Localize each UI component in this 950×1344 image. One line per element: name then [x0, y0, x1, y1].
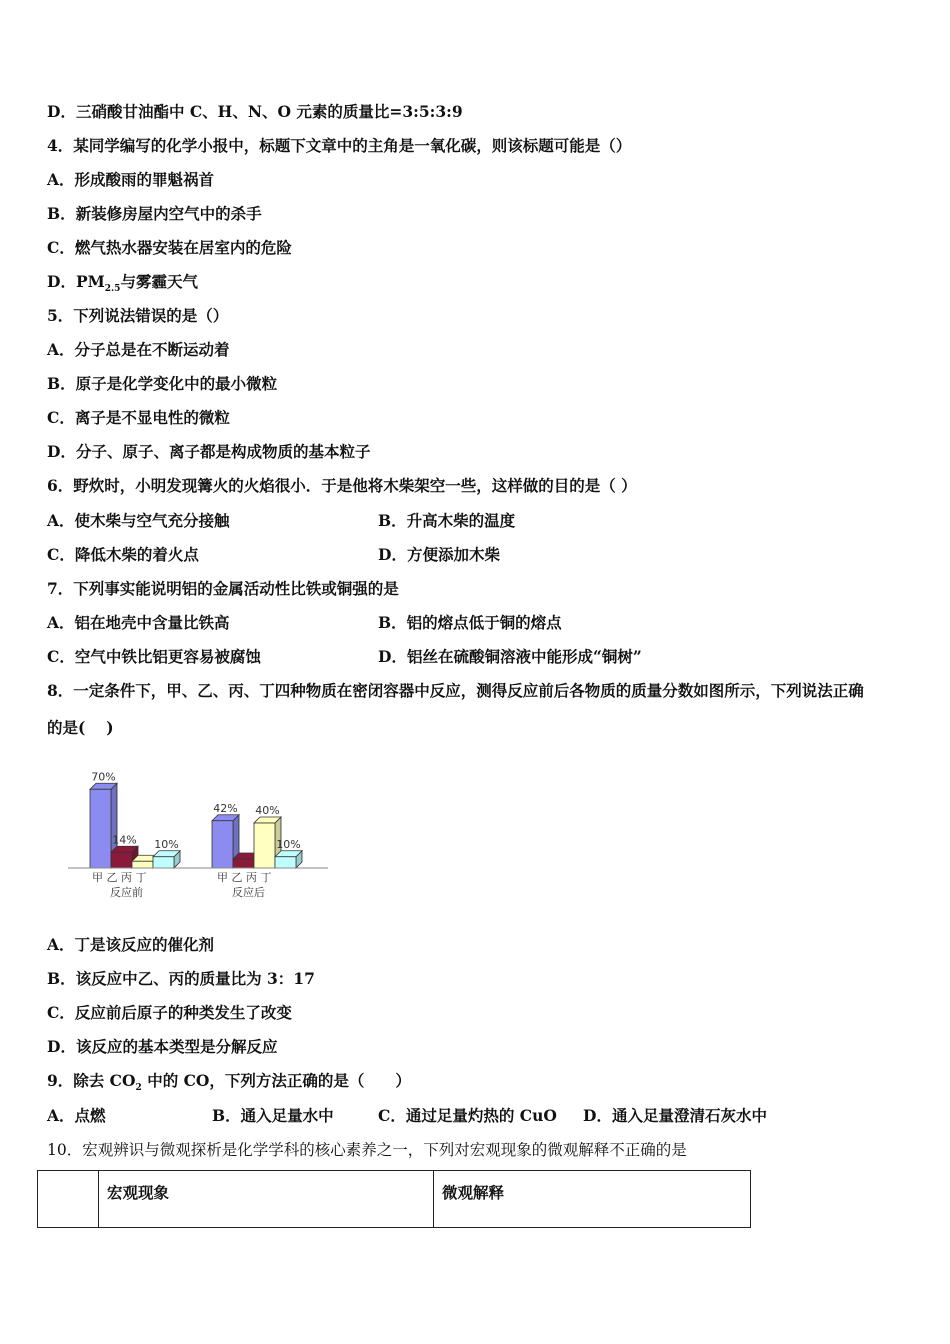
q5-option-c: C．离子是不显电性的微粒 [47, 408, 230, 427]
q6-option-a: A．使木柴与空气充分接触 [47, 511, 230, 530]
q7-option-b: B．铝的熔点低于铜的熔点 [378, 613, 562, 632]
q5-option-d: D．分子、原子、离子都是构成物质的基本粒子 [47, 442, 371, 461]
bar-label-1-3: 10% [276, 837, 301, 851]
q9-option-c: C．通过足量灼热的 CuO [378, 1106, 557, 1125]
group1-label: 反应前 [110, 886, 143, 899]
q4-option-d [47, 272, 198, 299]
bar-0-2 [132, 861, 153, 868]
bar-label-1-0: 42% [213, 801, 238, 815]
bar-1-2 [254, 823, 275, 868]
group2-cats: 甲 乙 丙 丁 [217, 871, 272, 884]
bar-0-0 [90, 789, 111, 868]
q4d-sub: 2.5 [104, 284, 121, 295]
q7-option-d: D．铝丝在硫酸铜溶液中能形成“铜树” [378, 647, 642, 666]
bar-1-1 [233, 859, 254, 868]
q8-stem-line1: 8．一定条件下，甲、乙、丙、丁四种物质在密闭容器中反应，测得反应前后各物质的质量分数如图所示，下列说法正确 [47, 681, 864, 700]
table-header-explanation: 微观解释 [434, 1171, 751, 1228]
q9-sub: 2 [135, 1083, 142, 1094]
bar-label-0-3: 10% [154, 837, 179, 851]
bar-0-3 [153, 857, 174, 868]
q6-option-d: D．方便添加木柴 [378, 545, 500, 564]
q4-option-a: A．形成酸雨的罪魁祸首 [47, 170, 215, 189]
q9-option-a: A．点燃 [47, 1106, 106, 1125]
q4-option-c: C．燃气热水器安装在居室内的危险 [47, 238, 292, 257]
q5-option-a: A．分子总是在不断运动着 [47, 340, 230, 359]
table-cell-blank [38, 1171, 99, 1228]
q4-stem: 4．某同学编写的化学小报中，标题下文章中的主角是一氧化碳，则该标题可能是（） [47, 136, 632, 155]
q8-stem-line2: 的是( ) [47, 718, 114, 737]
q9-option-d: D．通入足量澄清石灰水中 [583, 1106, 767, 1125]
q10-table [37, 1170, 751, 1228]
q7-stem: 7．下列事实能说明铝的金属活动性比铁或铜强的是 [47, 579, 399, 598]
bar-label-0-1: 14% [112, 833, 137, 847]
bar-label-0-0: 70% [91, 770, 116, 784]
group2-label: 反应后 [232, 886, 265, 899]
q6-stem: 6．野炊时，小明发现篝火的火焰很小．于是他将木柴架空一些，这样做的目的是（ ） [47, 476, 637, 495]
q5-option-b: B．原子是化学变化中的最小微粒 [47, 374, 278, 393]
bar-1-3 [275, 857, 296, 868]
bar-label-1-2: 40% [255, 804, 280, 817]
q9-pre: 9．除去 CO [47, 1071, 136, 1090]
q6-option-c: C．降低木柴的着火点 [47, 545, 199, 564]
q9-option-b: B．通入足量水中 [212, 1106, 334, 1125]
q3-option-d: D．三硝酸甘油酯中 C、H、N、O 元素的质量比=3:5:3:9 [47, 102, 463, 121]
q5-stem: 5．下列说法错误的是（） [47, 306, 229, 325]
table-header-phenomenon: 宏观现象 [99, 1171, 434, 1228]
group1-cats: 甲 乙 丙 丁 [92, 871, 147, 884]
table-row [38, 1171, 751, 1228]
q8-option-a: A．丁是该反应的催化剂 [47, 935, 215, 954]
q9-stem [47, 1071, 411, 1098]
q8-option-b: B．该反应中乙、丙的质量比为 3：17 [47, 969, 315, 988]
bar-0-1 [111, 852, 132, 868]
q7-option-c: C．空气中铁比铝更容易被腐蚀 [47, 647, 261, 666]
q4d-post: 与雾霾天气 [120, 272, 198, 291]
q4d-pre: D．PM [47, 272, 105, 291]
bar-chart [62, 760, 332, 905]
q9-post: 中的 CO，下列方法正确的是（ ） [141, 1071, 411, 1090]
q8-option-d: D．该反应的基本类型是分解反应 [47, 1037, 278, 1056]
chart-bars [90, 770, 302, 868]
q4-option-b: B．新装修房屋内空气中的杀手 [47, 204, 262, 223]
q6-option-b: B．升高木柴的温度 [378, 511, 516, 530]
q8-option-c: C．反应前后原子的种类发生了改变 [47, 1003, 292, 1022]
q10-stem: 10．宏观辨识与微观探析是化学学科的核心素养之一，下列对宏观现象的微观解释不正确的是 [47, 1141, 687, 1159]
bar-1-0 [212, 821, 233, 868]
q7-option-a: A．铝在地壳中含量比铁高 [47, 613, 230, 632]
